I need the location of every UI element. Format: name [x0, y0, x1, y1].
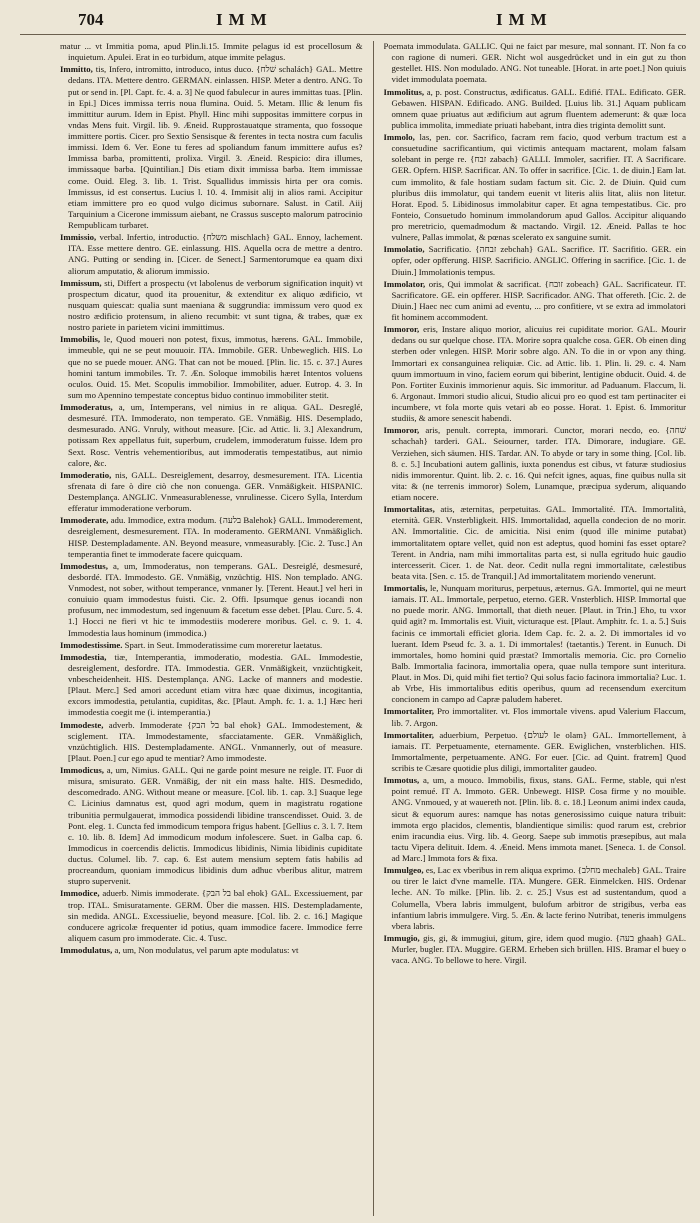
dictionary-entry [60, 470, 363, 515]
headword: Immodice, [60, 888, 100, 899]
headword: Immodicus, [60, 765, 104, 775]
entry-text: las, pen. cor. Sacrifico, facram rem facio, quod verbum tractum est a consuetudine sacrificantium, qui victimis antequam mactarent, molam falsam solebant in perge re. {זבח zabach} GALLI. Immoler, sacrifier. IT. A Sacrificare. GER. Opfern. HISP. Sacrificar. AN. To offer in sacrifice. [Cic. 1. de diuin.] Eam lat. cum immolito, & fale hostiam sudam factum sit. Cic. 2. de Diuin. Quid cum pluribus diis immolatur, qui tandem euenit vt literis aliis litat, aliis non litetur. Horat. Epod. 5. Libidinosus immolabitur caper. Et agna tempestatibus. Cic. pro Fonteio, Consuetudo hominum immolandorum apud Gallos. Accipitur aliquando pro meretricio, quemadmodum & mactando. Virgil. 12. Æneid. Pallas te hoc vulnere, Pallas immolat, & pœnas scelerato ex sanguine sumit. [391, 132, 686, 243]
entry-text: tis, Infero, intromitto, introduco, intus duco. {שׁלח schalách} GAL. Mettre dedans. ITA. Mettere dentro. GERMAN. einlassen. HISP. Meter a dentro. ANG. To put or send in. [Pl. Capt. fc. 4. a. 3] Ne quod fabulecur in aures immittas tuas. [Plin. in Epi.] Dices immissa terris noua flumina. Ouid. 5. Metam. Illic & lenum fis immittitur aurum. Idem in Epist. Phyll. Hinc mihi suppositas immittere corpus in vndas Mens fuit. Virgil. lib. 9. Æneid. Rupprostauatque stramenta, quo fossoque immittere portis. Cicer. pro Sextio Sensisque & ferentes in tecta nostra cum faculis immissi. Idem 6. Ver. Eone tu feres ad spoliandum fanum immittere aufus es? Immissa barba, promittenti, prolixa. Virgil. 3. Æneid. Respicio: dira illumes, immissaque barba. [Quintilian.] Dis etiam dixit immissa barba. Item immissae come. Ouid. Eleg. 3. lib. 1. Trist. Squallidus immissis hirta per ora comis. Immissus, id est consertus. Lucius l. 10. 4. Immisit alij in alios rami. Accipitur etiam immittere pro eo quod vulgo dicimus subornare. Salust. in Catil. Aiij Tarquinium a Cicerone immissum aiebant, ne Crassus suscepto malorum patrocinio Rempublicam turbaret. [68, 64, 363, 230]
headword: Immulgeo, [383, 865, 424, 876]
dictionary-entry [60, 561, 363, 639]
dictionary-entry [384, 244, 687, 277]
headword: Immoderatus, [60, 402, 113, 412]
entry-text: Pro immortaliter. vt. Flos immortale vivens. apud Valerium Flaccum, lib. 7. Argon. [391, 706, 686, 728]
headword: Immortaliter, [383, 729, 434, 740]
dictionary-entry [384, 865, 687, 932]
entry-text: a, um, a mouco. Immobilis, fixus, stans. GAL. Ferme, stable, qui n'est point remué. IT A. Immoto. GER. Unbewegt. HISP. Cosa firme y no mouible. ANG. Vnmoued, y at wauereth not. [Plin. lib. 8. c. 18.] Leonum animi index cauda, sicut & equorum aures: namque has notas generosissimo cuique natura tribuit: immota ergo placidos, clementis, blandientique similis: quod rarum est, crebrior enim iracundia eius. Virg. lib. 4. Georg. Saepe sub immotis præsepibus, aut mala tactu Vipera delituit. Idem. 4. Æneid. Mens immota manet. [Seneca. 1. de Consol. ad Marc.] Immota fors & fixa. [391, 775, 686, 863]
entry-text: aduerb. Nimis immoderate. {בל הבק bal ehok} GAL. Excessiuement, par trop. ITAL. Smisuratamente. GERM. Über die massen. HIS. Destempladamente, sin medida. ANGL. Excessiuelie, beyond measure. [Col. lib. 2. c. 16.] Magique conducere agricolæ frequenter id potius, quam immodice facere. Immodice ferre aliquem casum pro immoderate. Cic. 4. Tusc. [68, 888, 363, 943]
headword: Immodestus, [60, 560, 108, 571]
page-header [20, 10, 686, 35]
entry-text: a, um, Immoderatus, non temperans. GAL. Desreiglé, desmesuré, desbordé. ITA. Immodesto. GE. Vnmäßig, vnzüchtig. HIS. Non templado. ANG. Vnmodest, not sober, without temperance, vnmaner ly. [Terent. Heaut.] vel heri in conuiuio quam immodestus fuisti. Cic. 2. Offi. Ipsumque genus iocandi non profusum, nec immodestum, sed ingenuum & facetum esse debet. [Plau. Curc. 5. 4. 1.] Hocci ne fieri vt hic te immodestiis moderere moribus. Gel. c. 9. 1. 4. Immodestia laus hominum (immodica.) [68, 560, 363, 638]
dictionary-entry [60, 402, 363, 469]
dictionary-entry [60, 640, 363, 651]
headword: Immoderatio, [60, 469, 112, 480]
headword: Immodulatus, [60, 945, 113, 955]
headword: Immugio, [383, 932, 420, 943]
headword: Immodestissime. [60, 639, 123, 650]
dictionary-entry [60, 41, 363, 63]
left-column [20, 41, 363, 1216]
dictionary-entry [384, 87, 687, 132]
entry-text: a, um, Nimius. GALL. Qui ne garde point mesure ne reigle. IT. Fuor di misura, smisurato. GER. Vnmäßig, der nit ein mass halte. HIS. Desmedido, descomedrado. ANG. Without meane or measure. [Col. lib. 1. cap. 3.] Suaque lege C. Licinius damnatus est, quod agri modum, quem in magistratu rogatione tribunitia permulgauerat, immodica possidendi libidine transcendisset. Ouid. 3. de Pont. eleg. 1. Cuncta fed immodicum tempora frigus habent. [Gellius c. 3. l. 7. Item c. 10. lib. 8. Idem] Ad immodicum modum infolescere. Suet. in Galba cap. 6. Immodicus in coercendis delictis. Immodicus libidinis, Nimia libidinis cupiditate ductus. Columel. lib. 7. cap. 6. Est autem mensium septem fatis habilis ad procreandum, quoniam immodicus libidinis dum adhuc vberibus alitur, matrem stupro supervenit. [68, 765, 363, 887]
headword: Immoror, [383, 324, 420, 335]
headword: Immissum, [60, 277, 102, 288]
dictionary-entry [384, 425, 687, 503]
entry-text: le, Quod moueri non potest, fixus, immotus, hærens. GAL. Immobile, immeuble, qui ne se peut mouuoir. ITA. Immobile. GER. Unbeweglich. HIS. Lo que no se puede mouer. ANG. That can not be moued. [Plin. lic. 15. c. 37.] Aures homini tantum immobiles. Tr. 7. Æn. Soloque immobilis hæret Intentos voluens oculos. Ouid. 15. Met. Scopulis immobilior. Immobiliter, aduer. Eutrop. 4. 3. In sum mo Apennino tempestate conceptus biduo continuo immobiliter stetit. [68, 334, 363, 400]
entry-text: Poemata immodulata. GALLIC. Qui ne faict par mesure, mal sonnant. IT. Non fa co con ragione di numeri. GER. Nicht wol ausgedrücket und in ein gut zu thon gestellet. HIS. Non modulado. ANG. Not tuneable. [Horat. in arte poet.] Non quiuis videt immodulata poemata. [383, 41, 686, 85]
entry-text: adverb. Immoderate {בל הבק bal ehok} GAL. Immodestement, & sciglement. ITA. Immodestamente, sfacciatamente. GER. Vnmäßiglich, vnzüchtiglich. HIS. Destempladamente. ANGL. Vnmannerly, out of measure. [Plaut. Poen.] cur ego apud te mentiar? Amo immodeste. [68, 719, 363, 763]
entry-text: Sacrificatio. {זבחה zebchah} GAL. Sacrifice. IT. Sacrifitio. GER. ein opfer, oder opfferung. HISP. Sacrificio. ANGLIC. Offering in sacrifice. [Cic. 1. de Diuin.] Immolationis tempus. [391, 244, 686, 277]
dictionary-entry [60, 765, 363, 887]
right-column [384, 41, 687, 1216]
entry-text: verbal. Infertio, introductio. {משלח mischlach} GAL. Ennoy, lachement. ITA. Esse mettere dentro. GE. einlassung. HIS. Aquella ocra de mettre a dentro. ANG. Putting or sending in. [Cicer. de Senect.] Sarmentorumque ea quam dixi aliorum amputatio, & aliorum immissio. [68, 232, 363, 276]
page-number: 704 [78, 10, 104, 29]
headword: Immoderate, [60, 515, 109, 526]
dictionary-entry [60, 278, 363, 334]
headword: Immortalis, [383, 583, 428, 593]
headword: Immotus, [383, 775, 420, 786]
entry-text: es, Lac ex vberibus in rem aliqua exprimo. {מחלב mechaleb} GAL. Traire ou tirer le laict d'vne mamelle. ITA. Mungere. GER. Einmelcken. HIS. Ordenar leche. AN. To milke. [Plin. lib. 2. c. 25.] Vsus est ad sustentandum, quod a Columella, Vbera labris immulgent, bulofum arbitror de strigibus, verba eas infantium labris immulgere. Virg. 5. Æn. & lacte ferino Nutribat, teneris immulgens vbera labris. [391, 865, 686, 931]
headword: Immodeste, [60, 719, 104, 730]
entry-text: nis, GALL. Desreiglement, desarroy, desmesurement. ITA. Licentia sfrenata di fare ò dire ciò che non conuenga. GER. Vnmäßigkeit. HISPANIC. Destemplança. ANGLIC. Vnmeasurablenesse, vnrulinesse. Cicero Sylla, Interdum efferatur immoderatione verborum. [68, 469, 363, 514]
entry-text: a, um, Intemperans, vel nimius in re aliqua. GAL. Desreglé, desmesuré. ITA. Immoderato, non temperato. GE. Vnmäßig. HIS. Desemplado, desmesurado. ANG. Vnruly, without measure. [Cic. ad Attic. li. 3.] Alexandrum, potissam Rex appellatus fuit, superbum, crudelem, immoderatum fuisse. Idem pro Sext. Rosc. Ventris vehementioribus, aut immoderatis tempestatibus, aut nimio calore, &c. [68, 402, 363, 468]
entry-text: eris, Instare aliquo morior, alicuius rei cupiditate morior. GAL. Mourir dedans ou sur quelque chose. ITA. Morire sopra qualche cosa. GER. Ob einen ding sterben oder vnlegen. HISP. Morir sobre algo. AN. To die in or vpon any thing. Immortari ex consanguinea reliquiæ. Cic. ad Attic. lib. 1. Plin. li. 29. c. 4. Nam quum immortuum in vino, faciem eorum qui biberint, lentigine obducit. Ouid. 4. de Pon. Fortiter Euxinis immorienur aquis. Sic immoritur. ad Paduanum. Flaccum, li. 6. Argonaut. Immori studio alicui, Studio alicui pro eo quod est tam pertinaciter ei incumbere, vt fola morte quis vetari ab eo posse. Horat. 1. Epist. 6. Immoritur studiis, & amore senescit habendi. [391, 324, 686, 424]
entry-text: gis, gi, & immugiui, gitum, gire, idem quod mugio. {בעה ghaah} GAL. Murler, bugler. ITA. Muggire. GERM. Erheben sich brüllen. HIS. Bramar el buey o vaca. ANG. To bellowe to here. Virgil. [391, 932, 686, 966]
dictionary-entry [384, 775, 687, 864]
headword: Immolatio, [383, 244, 425, 255]
headword: Immitto, [60, 64, 93, 75]
dictionary-entry [60, 64, 363, 231]
running-head-left: IMM [216, 10, 273, 29]
entry-text: a, p. post. Constructus, ædificatus. GALL. Edifié. ITAL. Edificato. GER. Gebawen. HISPAN. Edificado. ANG. Builded. [Luius lib. 31.] Aquam publicam omnem quae priuatus aut ædificium aut agrum fluentem ademerunt: & quæ loca publica immolita, immediate priuati habebant, intra dies triginta demolitt sunt. [391, 86, 686, 130]
dictionary-entry [384, 324, 687, 424]
dictionary-entry [384, 706, 687, 728]
entry-text: le, Nunquam moriturus, perpetuus, æternus. GA. Immortel, qui ne meurt iamais. IT. AL. Immortale, perpetuo, eterno. GER. Vnsterblich. HISP. Immortal que no puede morir. ANG. Immortall, that dieth neuer. [Plaut. in Trin.] Eho, tu vxor quid agit? m. Immortalis est. Viuit, victuraque est. [Plaut. Amphitr. fc. 1. a. 5.] Suis facinis ce immortali efficiet gloria. Idem Cap. fc. 2. a. 2. Di immortales id vo luerant. Idem Pseud fc. 3. a. 1. Di immortales! (taetantis.) Terent. in Eunuch. Di immortales, homo homini quid præstat? Immortalis memoria. Cic. pro Cornelio Balb. Immortalia facinora, immortalia opera, quae nulla tempore sunt interitura. Plaut. in Mos. Di, quid mihi fiet tertio? Qui solus facio facinora immortalia? Luc. 1. ab Vrbe, His immortalibus editis operibus, quum ad recensendum exercitum concionem in campo ad Capræ paludem haberet. [391, 583, 686, 705]
headword: Immortaliter, [383, 706, 434, 717]
entry-text: atis, æternitas, perpetuitas. GAL. Immortalité. ITA. Immortalità, eternità. GER. Vnsterbligkeit. HIS. Immortalidad, aquella condecion de no morir. AN. Immortalitie. Cic. de amicitia. Nisi enim (quod ille minime putabat) immortalitatem optare vellet, quid non est adeptus, quod homini fas esset optare? Terent. in Andria, nam mihi immortalitas parta est, si nulla egritudo huic gaudio intercesserit. Cicer. 1. de Nat. deor. Cedit nulla regni immortalitate, cælestibus beata vita. [Sen. c. 15. de Tranquil.] Ad immortalitatem moriendo venerunt. [391, 504, 686, 581]
dictionary-entry [384, 132, 687, 243]
entry-text: a, um, Non modulatus, vel parum apte modulatus: vt [114, 945, 299, 955]
entry-text: sti, Differt a prospectu (vt labolenus de verborum signification inquit) vt prospectum dicatur, quod ita prouenitur, & extenditur ex aliquo ædificio, vt nusquam quiescat: qualia sunt maeniana & suggrundia: immissum vero quod ex nostro ædificio protensum, in alieno recumbit: vt sunt tigna, & trabes, quæ ex nostro pariete in parietem vicini immittimus. [68, 277, 363, 333]
headword: Immolator, [383, 278, 426, 289]
headword: Immobilis, [60, 334, 101, 345]
two-column-body [20, 41, 686, 1216]
dictionary-entry [60, 945, 363, 956]
headword: Immolitus, [383, 86, 425, 97]
entry-text: aris, penult. correpta, immorari. Cunctor, morari necdo, eo. {שׁחה schachah} tarderi. GAL. Seiourner, tarder. ITA. Dimorare, indugiare. GE. Verziehen, sich säumen. HIS. Tardar. AN. To abyde or tary in some thing. [Col. lib. 8. c. 5.] Incubationi autem gallinis, iuxta ponendus est cibus, vt faturæ studiosius nidis immorentur. Quint. lib. 2. c. 16. Qui nefcit ignes, aquas, fine quibus nulla sit vita: & (ne terrenis immoror) Solem, Lunamque, præcipua syderum, aliquando etiam nocere. [391, 425, 686, 502]
dictionary-entry [384, 583, 687, 705]
dictionary-entry [60, 888, 363, 944]
entry-text: tiæ, Intemperantia, immoderatio, modestia. GAL. Immodestie, desreiglement, desfordre. ITA. Immodestia. GER. Vnmäßigkeit, vnzüchtigkeit, vnbescheidenheit. HIS. Destemplança. ANG. Lacke of manners and modestie. [Plaut. Merc.] Sed amori accedunt etiam vitra hæc quae diximus, incogitantia, excors immodestia, petulantia, cupiditas, &c. [Plaut. Amph. fc. 1. a. 1.] Hæc heri immodestia coegit me (i. intemperantia.) [68, 651, 363, 718]
dictionary-entry [60, 232, 363, 277]
entry-text: oris, Qui immolat & sacrificat. {זובח zobeach} GAL. Sacrificateur. IT. Sacrificatore. GE. ein opfferer. HISP. Sacrificador. ANG. That offereth. [Cic. 2. de Diuin.] Haec nec cum animi ad eventu, ... pro confitiere, vt se extra ad immolatori fit hominem accommodent. [391, 278, 686, 322]
running-head-right: IMM [496, 10, 553, 29]
column-divider [373, 41, 374, 1216]
entry-text: Spart. in Seut. Immoderatissime cum moreretur laetatus. [124, 639, 323, 650]
dictionary-entry [384, 279, 687, 324]
headword: Immortalitas, [383, 504, 435, 515]
dictionary-entry [60, 720, 363, 765]
headword: Immissio, [60, 232, 97, 243]
dictionary-entry [60, 515, 363, 560]
dictionary-entry [384, 504, 687, 582]
entry-text: aduerbium, Perpetuo. {לעולם le olam} GAL. Immortellement, à iamais. IT. Perpetuamente, eternamente. GER. Ewiglichen, vnsterblichen. HIS. Immortalmente, perpetuamente. ANG. For euer. [Cic. ad Quint. fratrem] Quod scribis te Cæsare quotidie plus diligi, immortaliter gaudeo. [391, 729, 686, 773]
headword: Immodestia, [60, 651, 107, 662]
dictionary-entry [60, 652, 363, 719]
headword: Immolo, [383, 132, 415, 142]
dictionary-entry [384, 730, 687, 775]
entry-text: adu. Immodice, extra modum. {בלעה Balehok} GALL. Immoderement, desreiglement, desmesurement. ITA. In moderamento. GERMANI. Vnmäßiglich. HISP. Destempladamente. AN. Beyond measure, vnmeasurably. [Cic. 2. Tusc.] An temperantia finet te immoderate facere quicquam. [68, 515, 363, 559]
dictionary-entry [384, 933, 687, 966]
entry-text: matur ... vt Immitia poma, apud Plin.li.15. Immite pelagus id est procellosum & inquietum. Apulei. Erat in eo turbidum, atque immite pelagus. [60, 41, 363, 63]
headword: Immoror, [383, 425, 420, 436]
dictionary-entry [60, 334, 363, 401]
dictionary-entry [384, 41, 687, 86]
